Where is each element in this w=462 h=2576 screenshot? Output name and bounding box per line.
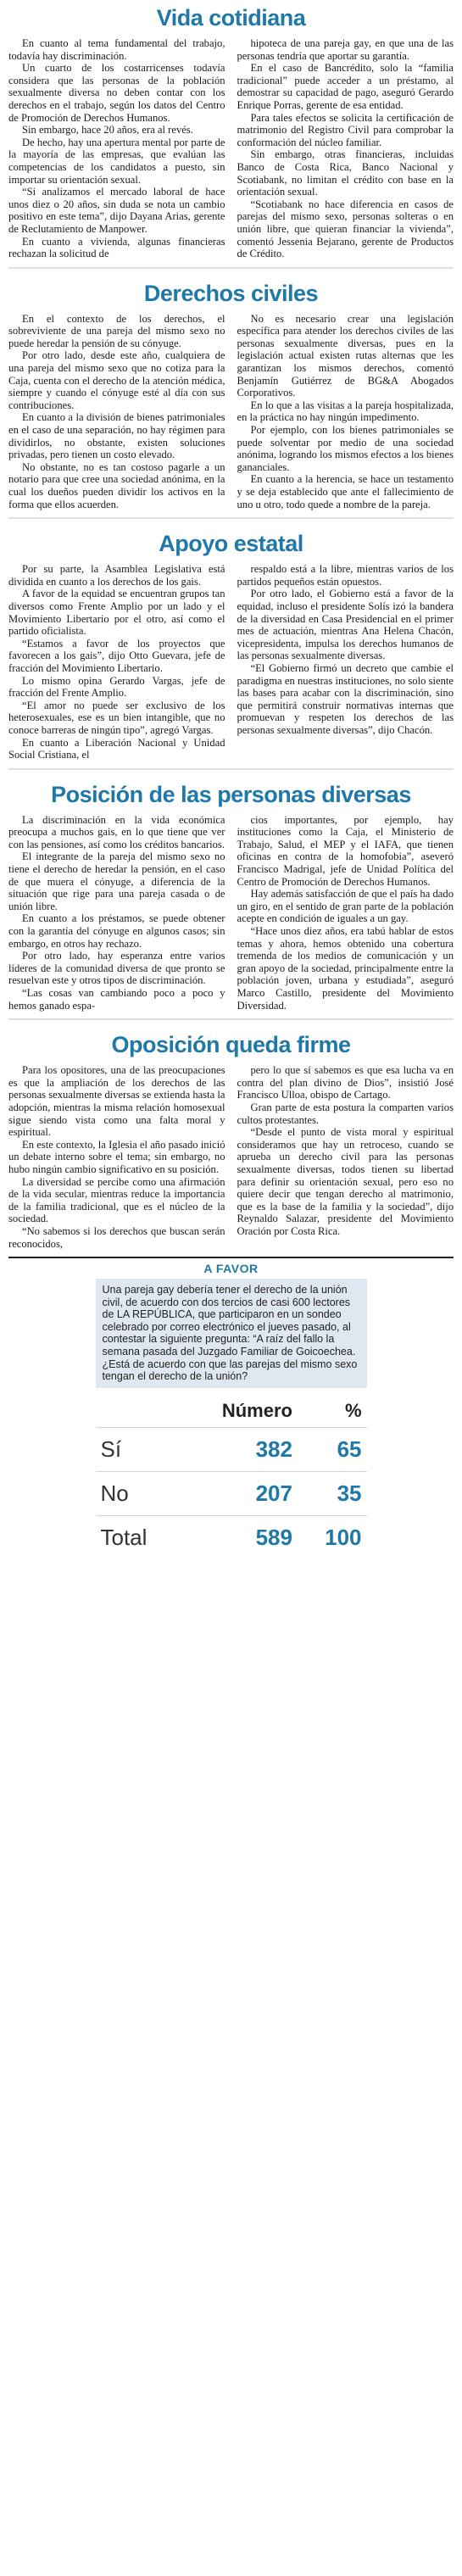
poll-results-table (96, 1395, 367, 1559)
article-section (8, 276, 454, 520)
section-title: Vida cotidiana (156, 5, 306, 31)
paragraph: En el contexto de los derechos, el sobreviviente de una pareja del mismo sexo no puede heredar la pensión de su cónyuge. (8, 312, 225, 349)
paragraph: En este contexto, la Iglesia el año pasado inició un debate interno sobre el tema; sin embargo, no hubo ningún cambio significativo en su posición. (8, 1138, 225, 1175)
column-right (237, 814, 454, 1012)
article-section (8, 526, 454, 770)
poll-header-count: Número (221, 1399, 292, 1421)
section-divider (8, 768, 454, 770)
section-columns (8, 563, 454, 761)
paragraph: “Scotiabank no hace diferencia en casos de parejas del mismo sexo, personas solteras o en unión libre, que quieran financiar la vivienda”, comentó Jessenia Bejarano, gerente de Productos de Crédito. (237, 198, 454, 260)
paragraph: respaldo está a la libre, mientras varios de los partidos pequeños están opuestos. (237, 563, 454, 588)
paragraph: Por otro lado, el Gobierno está a favor de la equidad, incluso el presidente Solís izó la bandera de la diversidad en Casa Presidencial en el primer mes de actuación, mientras Ana Helena Chacón, vicepresidenta, impulsa los derechos humanos de las personas sexualmente diversas. (237, 588, 454, 662)
poll-row-pct: 100 (298, 1515, 367, 1559)
poll-question: Una pareja gay debería tener el derecho de la unión civil, de acuerdo con dos tercios de casi 600 lectores de LA REPÚBLICA, que participaron en un sondeo celebrado por correo electrónico el jueves pasado, al contestar la siguiente pregunta: “A raíz del fallo la semana pasada del Juzgado Familiar de Goicoechea. ¿Está de acuerdo con que las parejas del mismo sexo tengan el derecho de la unión? (96, 1279, 367, 1388)
poll-heading: A FAVOR (203, 1262, 259, 1276)
column-left (8, 1064, 225, 1250)
paragraph: A favor de la equidad se encuentran grupos tan diversos como Frente Amplio por un lado y el Movimiento Libertario por el otro, así como el partido oficialista. (8, 588, 225, 638)
paragraph: En cuanto a la herencia, se hace un testamento y se deja establecido que ante el fallecimiento de uno u otro, todo quede a nombre de la pareja. (237, 473, 454, 510)
article-section (8, 0, 454, 269)
paragraph: Lo mismo opina Gerardo Vargas, jefe de fracción del Frente Amplio. (8, 674, 225, 700)
paragraph: En cuanto a los préstamos, se puede obtener con la garantía del cónyuge en algunos casos; sin embargo, en otros hay rechazo. (8, 912, 225, 950)
poll-box (96, 1262, 367, 1559)
paragraph: “Hace unos diez años, era tabú hablar de estos temas y ahora, hemos obtenido una cobertura tremenda de los medios de comunicación y un gran apoyo de la sociedad, principalmente entre la población joven, urbana y estudiada”, aseguró Marco Castillo, presidente del Movimiento Diversidad. (237, 925, 454, 1012)
paragraph: “Si analizamos el mercado laboral de hace unos diez o 20 años, sin duda se nota un cambio positivo en este tema”, dijo Dayana Arias, gerente de Reclutamiento de Manpower. (8, 186, 225, 235)
paragraph: Gran parte de esta postura la comparten varios cultos protestantes. (237, 1101, 454, 1126)
poll-row-label: No (96, 1471, 179, 1515)
poll-row-count: 589 (179, 1515, 298, 1559)
column-left (8, 37, 225, 260)
paragraph: Un cuarto de los costarricenses todavía considera que las personas de la población sexualmente diversa no deben contar con los derechos en el trabajo, según los datos del Centro de Promoción de Derechos Humanos. (8, 62, 225, 124)
paragraph: No obstante, no es tan costoso pagarle a un notario para que cree una sociedad anónima, en la cual los dueños pueden dividir los activos en la forma que ellos acuerden. (8, 460, 225, 510)
paragraph: “El Gobierno firmó un decreto que cambie el paradigma en nuestras instituciones, no solo siente las bases para acabar con la discriminación, sino que permitirá construir normativas internas que promuevan y respeten los derechos de las personas sexualmente diversas”, dijo Chacón. (237, 661, 454, 736)
paragraph: Para los opositores, una de las preocupaciones es que la ampliación de los derechos de las personas sexualmente diversas se extienda hasta la adopción, mientras la misma relación homosexual sigue siendo vista como una falta moral y espiritual. (8, 1064, 225, 1139)
paragraph: En cuanto a Liberación Nacional y Unidad Social Cristiana, el (8, 736, 225, 761)
poll-row-pct: 65 (298, 1427, 367, 1471)
paragraph: En cuanto al tema fundamental del trabajo, todavía hay discriminación. (8, 37, 225, 62)
paragraph: cios importantes, por ejemplo, hay instituciones como la Caja, el Ministerio de Trabajo, Salud, el MEP y el IAFA, que tienen oficinas en contra de la homofobia”, aseveró Francisco Madrigal, jefe de Unidad Política del Centro de Promoción de Derechos Humanos. (237, 813, 454, 888)
column-right (237, 37, 454, 260)
poll-row (96, 1427, 367, 1471)
poll-row (96, 1471, 367, 1515)
column-right (237, 563, 454, 761)
poll-row-label: Total (96, 1515, 179, 1559)
poll-row-count: 382 (179, 1427, 298, 1471)
paragraph: No es necesario crear una legislación específica para atender los derechos civiles de las personas sexualmente diversas, pues en la legislación actual existen rutas alternas que les garantizan los mismos derechos, comentó Benjamín Gutiérrez de BG&A Abogados Corporativos. (237, 312, 454, 399)
poll-header-row (96, 1395, 367, 1428)
column-left (8, 313, 225, 511)
paragraph: Para tales efectos se solicita la certificación de matrimonio del Registro Civil para comprobar la conformación del núcleo familiar. (237, 111, 454, 148)
article-sections (8, 0, 454, 1250)
paragraph: Por otro lado, hay esperanza entre varios líderes de la comunidad diversa de que pronto se resuelvan este y otros tipos de discriminación. (8, 950, 225, 987)
section-title: Apoyo estatal (159, 531, 303, 557)
paragraph: pero lo que sí sabemos es que esa lucha va en contra del plan divino de Dios”, insistió José Francisco Ulloa, obispo de Cartago. (237, 1064, 454, 1101)
poll-row (96, 1515, 367, 1559)
paragraph: El integrante de la pareja del mismo sexo no tiene el derecho de heredar la pensión, en el caso de que muera el cónyuge, a diferencia de la situación que rige para una pareja casada o de unión libre. (8, 850, 225, 912)
paragraph: De hecho, hay una apertura mental por parte de la mayoría de las empresas, que evalúan las competencias de los candidatos a puesto, sin importar su orientación sexual. (8, 136, 225, 186)
paragraph: “El amor no puede ser exclusivo de los heterosexuales, ese es un bien intangible, que no conoce barreras de ningún tipo”, agregó Vargas. (8, 699, 225, 736)
paragraph: Sin embargo, otras financieras, incluidas Banco de Costa Rica, Banco Nacional y Scotiabank, no limitan el crédito con base en la orientación sexual. (237, 148, 454, 198)
paragraph: La discriminación en la vida económica preocupa a muchos gais, en lo que tiene que ver con las pensiones, así como los créditos bancarios. (8, 813, 225, 850)
paragraph: Por ejemplo, con los bienes patrimoniales se puede solventar por medio de una sociedad anónima, logrando los mismos efectos a los bienes gananciales. (237, 424, 454, 473)
poll-header-pct: % (344, 1399, 362, 1421)
poll-row-label: Sí (96, 1427, 179, 1471)
paragraph: “Desde el punto de vista moral y espiritual consideramos que hay un retroceso, cuando se aprueba un derecho civil para las personas sexualmente diversas, todos tienen su libertad para definir su orientación sexual, pero eso no quiere decir que tengan derecho al matrimonio, que es la base de la familia y la sociedad”, dijo Reynaldo Salazar, presidente del Movimiento Oración por Costa Rica. (237, 1126, 454, 1237)
poll-header-blank (96, 1395, 179, 1428)
paragraph: hipoteca de una pareja gay, en que una de las personas tendría que aportar su garantía. (237, 37, 454, 62)
paragraph: En el caso de Bancrédito, solo la “familia tradicional” puede acceder a un préstamo, al demostrar su capacidad de pago, aseguró Gerardo Enrique Porras, gerente de esa entidad. (237, 62, 454, 111)
column-left (8, 563, 225, 761)
section-divider (8, 267, 454, 269)
paragraph: En cuanto a vivienda, algunas financieras rechazan la solicitud de (8, 235, 225, 260)
column-right (237, 1064, 454, 1250)
poll-divider (8, 1257, 454, 1258)
column-left (8, 814, 225, 1012)
paragraph: En lo que a las visitas a la pareja hospitalizada, en la práctica no hay ningún impedimento. (237, 399, 454, 424)
paragraph: “Las cosas van cambiando poco a poco y hemos ganado espa- (8, 987, 225, 1012)
section-title: Oposición queda firme (111, 1032, 351, 1058)
paragraph: Sin embargo, hace 20 años, era al revés. (22, 124, 193, 137)
section-divider (8, 517, 454, 519)
section-title: Posición de las personas diversas (51, 781, 411, 807)
section-columns (8, 1064, 454, 1250)
paragraph: Hay además satisfacción de que el país ha dado un giro, en el sentido de gran parte de la población acepte en condición de iguales a un gay. (237, 888, 454, 925)
paragraph: “Estamos a favor de los proyectos que favorecen a los gais”, dijo Otto Guevara, jefe de fracción del Movimiento Libertario. (8, 637, 225, 674)
paragraph: “No sabemos si los derechos que buscan serán reconocidos, (8, 1224, 225, 1250)
paragraph: En cuanto a la división de bienes patrimoniales en el caso de una separación, no hay régimen para dividirlos, no obstante, existen soluciones privadas, pero tienen un costo elevado. (8, 411, 225, 461)
section-columns (8, 814, 454, 1012)
section-columns (8, 37, 454, 260)
paragraph: La diversidad se percibe como una afirmación de la vida secular, mientras reduce la importancia de la familia tradicional, que es el núcleo de la sociedad. (8, 1175, 225, 1225)
section-title: Derechos civiles (143, 280, 319, 306)
column-right (237, 313, 454, 511)
article-section (8, 777, 454, 1021)
section-columns (8, 313, 454, 511)
section-divider (8, 1018, 454, 1020)
poll-row-count: 207 (179, 1471, 298, 1515)
poll-row-pct: 35 (298, 1471, 367, 1515)
paragraph: Por su parte, la Asamblea Legislativa está dividida en cuanto a los derechos de los gais. (8, 563, 225, 588)
paragraph: Por otro lado, desde este año, cualquiera de una pareja del mismo sexo que no cotiza para la Caja, cuenta con el derecho de la atención médica, siempre y cuando el cónyuge esté al día con sus contribuciones. (8, 349, 225, 411)
article-section (8, 1027, 454, 1250)
